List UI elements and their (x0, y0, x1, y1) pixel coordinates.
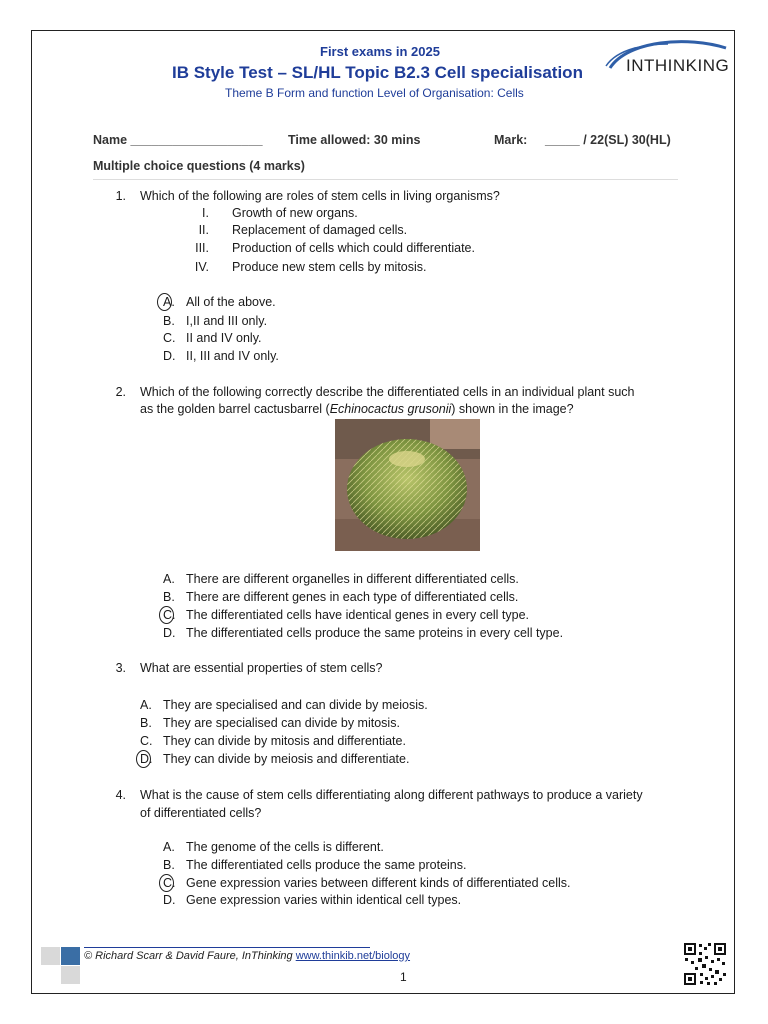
footer-square-grey (41, 947, 60, 965)
mark-label: Mark: (494, 133, 528, 147)
option-letter: A. (163, 295, 175, 309)
option-letter: C. (140, 734, 153, 748)
statement-numeral: IV. (194, 260, 209, 274)
section-title: Multiple choice questions (4 marks) (93, 159, 305, 173)
divider (93, 179, 678, 180)
option-letter: D. (163, 349, 176, 363)
option-letter: A. (163, 840, 175, 854)
option-letter: A. (140, 698, 152, 712)
option-letter: A. (163, 572, 175, 586)
question-text-line2: of differentiated cells? (140, 806, 262, 820)
option-letter: B. (163, 590, 175, 604)
option-letter: C. (163, 331, 176, 345)
statement-text: Production of cells which could differentiate. (232, 241, 475, 255)
option-text: They are specialised and can divide by meiosis. (163, 698, 428, 712)
option-text: Gene expression varies between different kinds of differentiated cells. (186, 876, 571, 890)
name-field: Name ___________________ (93, 133, 263, 147)
option-text: II and IV only. (186, 331, 262, 345)
option-text: They can divide by mitosis and differentiate. (163, 734, 406, 748)
statement-numeral: II. (198, 223, 209, 237)
option-letter: D. (163, 893, 176, 907)
footer-credit (84, 950, 410, 962)
exam-year-line: First exams in 2025 (320, 44, 440, 59)
cactus-image (335, 419, 480, 551)
question-text: What is the cause of stem cells differentiating along different pathways to produce a variety (140, 788, 643, 802)
option-letter: B. (140, 716, 152, 730)
option-text: The differentiated cells have identical genes in every cell type. (186, 608, 530, 622)
page-number: 1 (400, 970, 407, 984)
page-title: IB Style Test – SL/HL Topic B2.3 Cell specialisation (172, 63, 583, 82)
option-letter: D. (163, 626, 176, 640)
question-text-part: as the golden barrel cactusbarrel ( (140, 402, 330, 416)
question-text: Which of the following correctly describe the differentiated cells in an individual plant such (140, 385, 635, 399)
option-text: There are different organelles in different differentiated cells. (186, 572, 519, 586)
question-number: 3. (115, 661, 126, 675)
option-text: II, III and IV only. (186, 349, 279, 363)
mark-value: _____ / 22(SL) 30(HL) (545, 133, 671, 147)
page-subtitle: Theme B Form and function Level of Organisation: Cells (225, 86, 524, 100)
option-letter: B. (163, 858, 175, 872)
option-text: There are different genes in each type of differentiated cells. (186, 590, 519, 604)
option-letter: D. (140, 752, 153, 766)
option-text: They can divide by meiosis and differentiate. (163, 752, 410, 766)
time-allowed: Time allowed: 30 mins (288, 133, 421, 147)
question-number: 1. (115, 189, 126, 203)
biology-link[interactable]: www.thinkib.net/biology (295, 950, 411, 962)
question-number: 2. (115, 385, 126, 399)
option-text: The differentiated cells produce the same proteins in every cell type. (186, 626, 564, 640)
option-letter: C. (163, 608, 176, 622)
credit-text: © Richard Scarr & David Faure, InThinking (84, 950, 296, 962)
statement-numeral: III. (195, 241, 209, 255)
option-text: Gene expression varies within identical cell types. (186, 893, 462, 907)
option-text: The genome of the cells is different. (186, 840, 384, 854)
statement-text: Produce new stem cells by mitosis. (232, 260, 427, 274)
question-text-part: ) shown in the image? (451, 402, 574, 416)
footer-square-grey (61, 966, 80, 984)
qr-code-icon (683, 942, 727, 986)
footer-divider (84, 947, 370, 948)
statement-text: Growth of new organs. (232, 206, 358, 220)
inthinking-logo (598, 38, 728, 82)
footer-square-blue (61, 947, 80, 965)
logo-text: INTHINKING (626, 56, 730, 75)
option-letter: C. (163, 876, 176, 890)
question-number: 4. (115, 788, 126, 802)
question-text: What are essential properties of stem cells? (140, 661, 383, 675)
statement-text: Replacement of damaged cells. (232, 223, 408, 237)
statement-numeral: I. (202, 206, 209, 220)
option-text: I,II and III only. (186, 314, 268, 328)
option-text: The differentiated cells produce the same proteins. (186, 858, 467, 872)
option-letter: B. (163, 314, 175, 328)
question-text: Which of the following are roles of stem cells in living organisms? (140, 189, 500, 203)
option-text: They are specialised can divide by mitosis. (163, 716, 400, 730)
species-name: Echinocactus grusonii (329, 402, 452, 416)
question-text-line2 (140, 401, 574, 417)
option-text: All of the above. (186, 295, 276, 309)
